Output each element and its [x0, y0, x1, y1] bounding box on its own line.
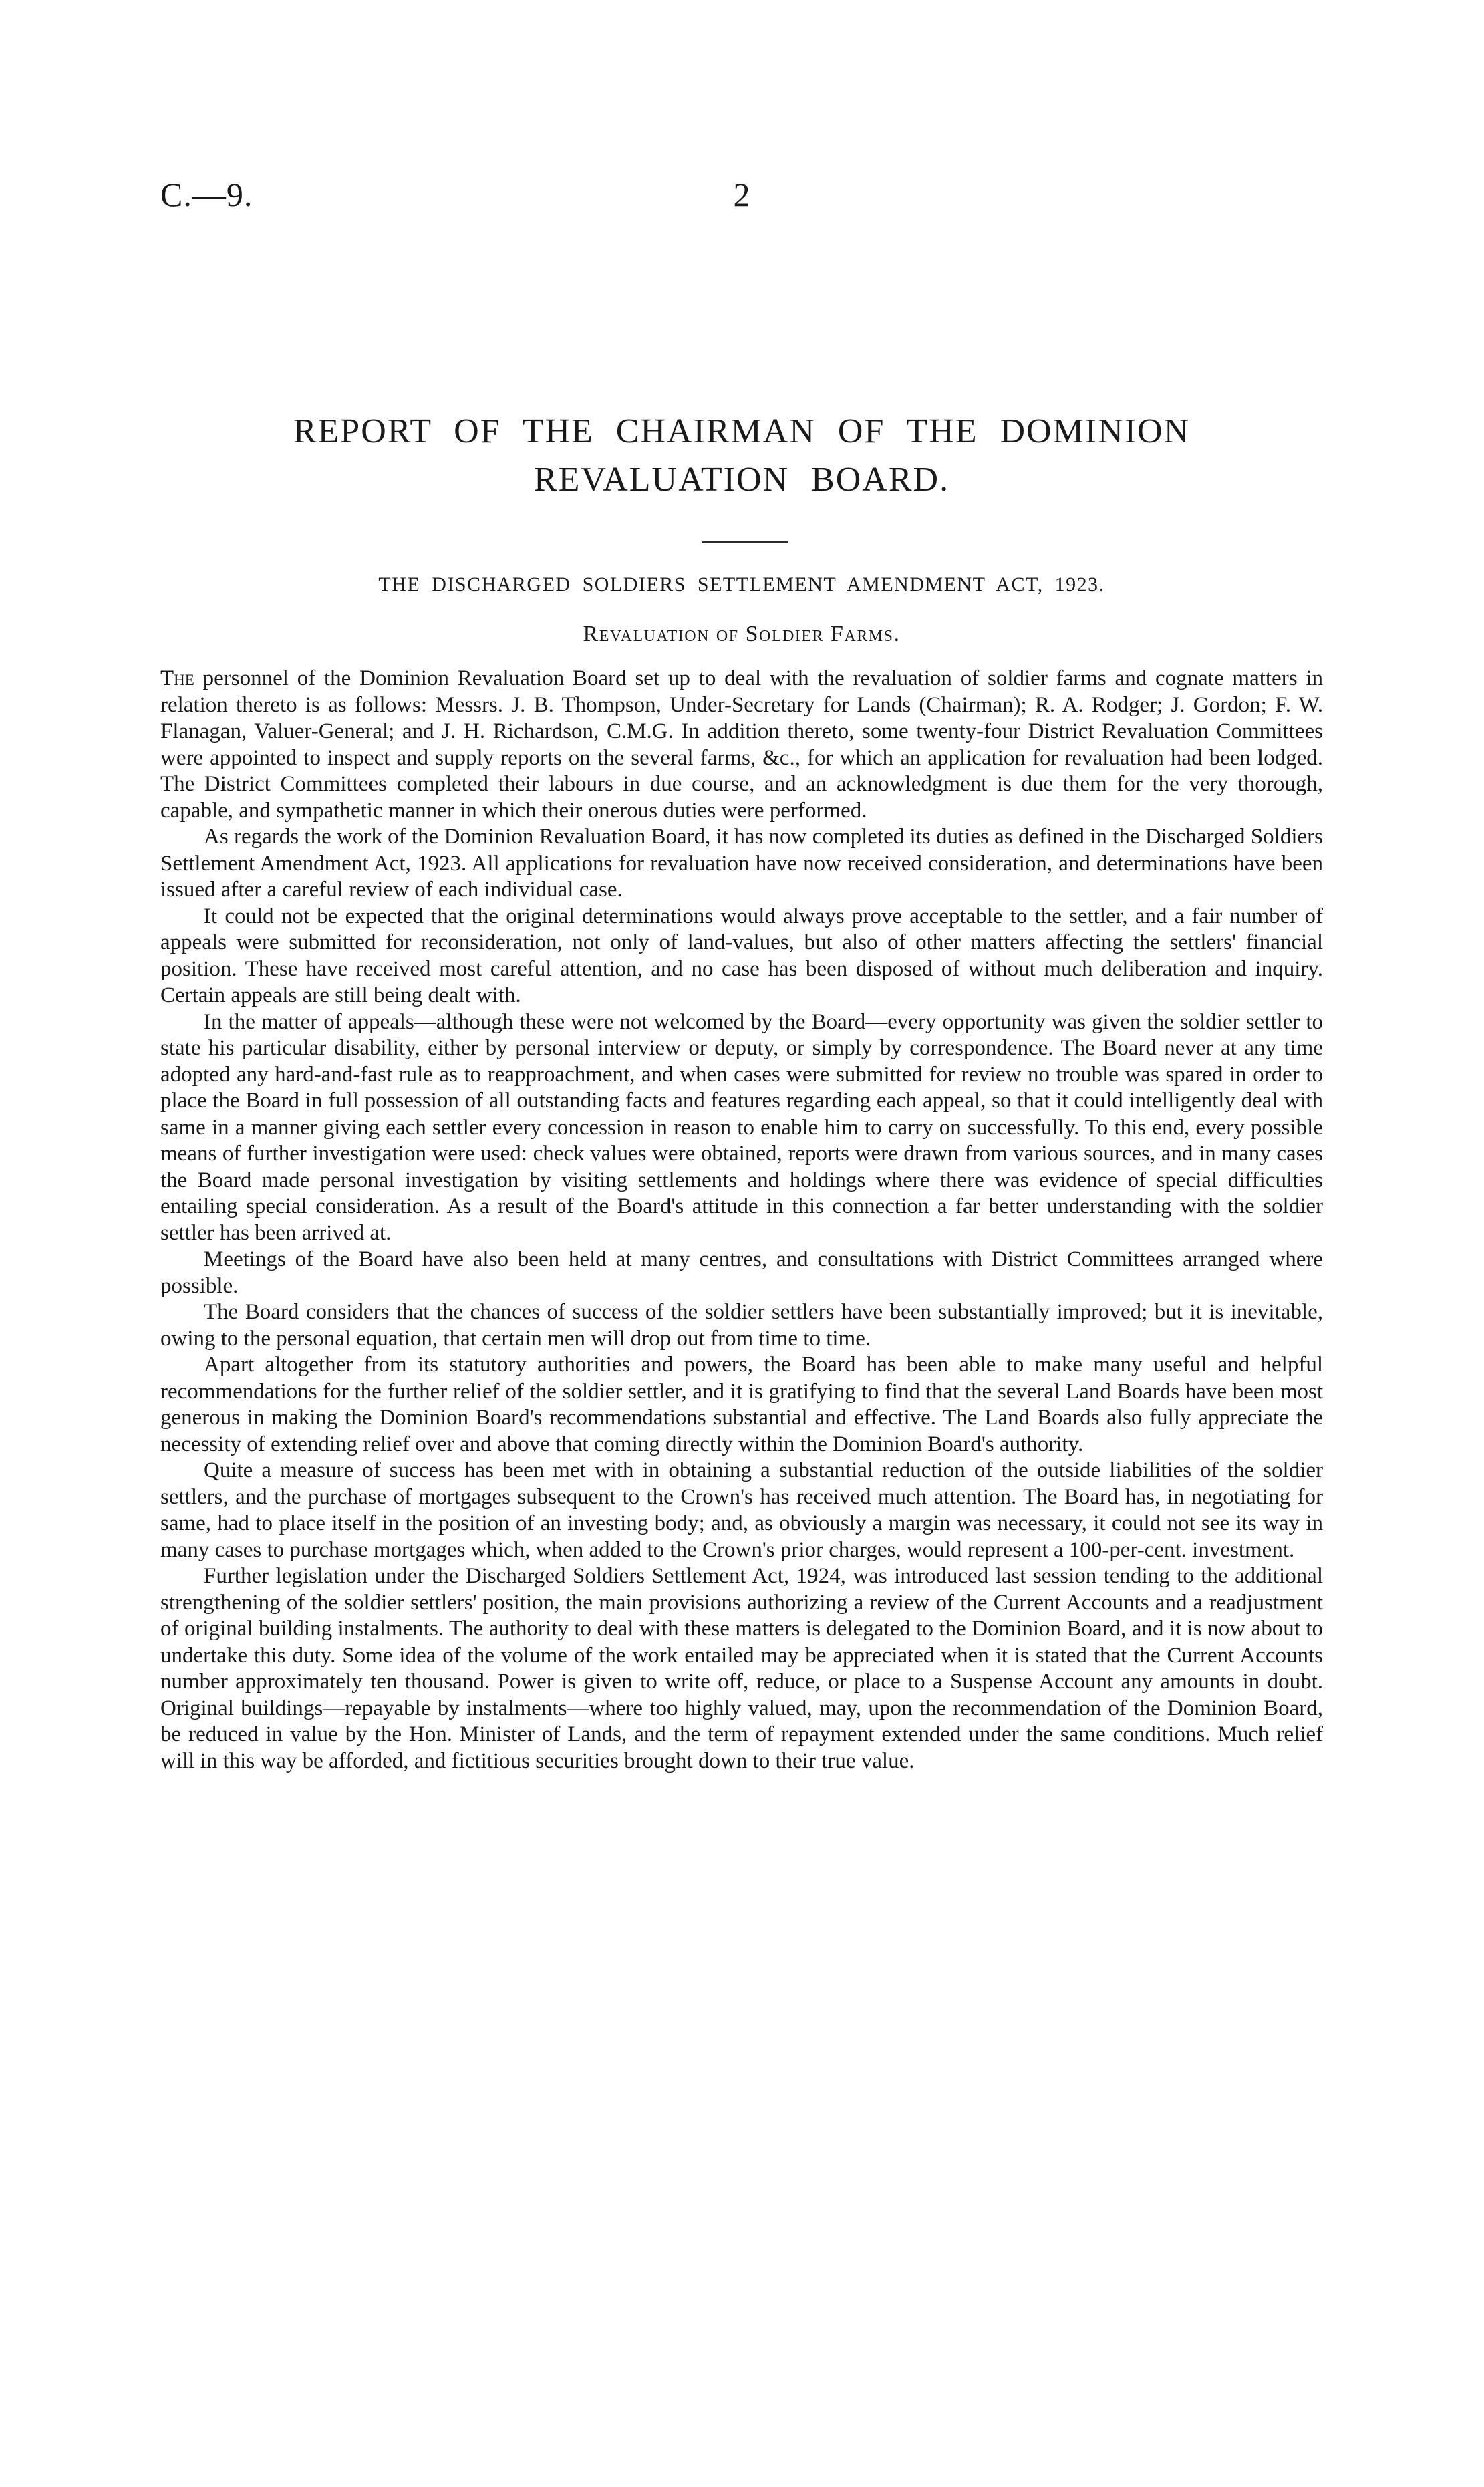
- page-header: [160, 175, 1323, 229]
- paragraph: [160, 666, 1323, 824]
- page-number: 2: [733, 176, 750, 213]
- document-id: C.—9.: [160, 176, 253, 213]
- act-heading: THE DISCHARGED SOLDIERS SETTLEMENT AMENDMENT ACT, 1923.: [378, 573, 1105, 596]
- paragraph: Meetings of the Board have also been held at many centres, and consultations with District Committees arranged where possible.: [160, 1247, 1323, 1298]
- title-divider: [702, 541, 788, 543]
- paragraph: Quite a measure of success has been met with in obtaining a substantial reduction of the outside liabilities of the soldier settlers, and the purchase of mortgages subsequent to the Crown's has received much attention. The Board has, in negotiating for same, had to place itself in the position of an investing body; and, as obviously a margin was necessary, it could not see its way in many cases to purchase mortgages which, when added to the Crown's prior charges, would represent a 100-per-cent. investment.: [160, 1458, 1323, 1562]
- paragraph: The Board considers that the chances of success of the soldier settlers have been substantially improved; but it is inevitable, owing to the personal equation, that certain men will drop out from time to time.: [160, 1300, 1323, 1351]
- section-heading: Revaluation of Soldier Farms.: [583, 622, 901, 646]
- report-body: [160, 666, 1323, 1775]
- paragraph: Apart altogether from its statutory authorities and powers, the Board has been able to make many useful and helpful recommendations for the further relief of the soldier settler, and it is gratifying to find that the several Land Boards have been most generous in making the Dominion Board's recommendations substantial and effective. The Land Boards also fully appreciate the necessity of extending relief over and above that coming directly within the Dominion Board's authority.: [160, 1353, 1323, 1456]
- paragraph: Further legislation under the Discharged Soldiers Settlement Act, 1924, was introduced last session tending to the additional strengthening of the soldier settlers' position, the main provisions authorizing a review of the Current Accounts and a readjustment of original building instalments. The authority to deal with these matters is delegated to the Dominion Board, and it is now about to undertake this duty. Some idea of the volume of the work entailed may be appreciated when it is stated that the Current Accounts number approximately ten thousand. Power is given to write off, reduce, or place to a Suspense Account any amounts in doubt. Original buildings—repayable by instalments—where too highly valued, may, upon the recommendation of the Dominion Board, be reduced in value by the Hon. Minister of Lands, and the term of repayment extended under the same conditions. Much relief will in this way be afforded, and fictitious securities brought down to their true value.: [160, 1564, 1323, 1773]
- report-title: REPORT OF THE CHAIRMAN OF THE DOMINION REVALUATION BOARD.: [293, 412, 1191, 499]
- paragraph: It could not be expected that the original determinations would always prove acceptable to the settler, and a fair number of appeals were submitted for reconsideration, not only of land-values, but also of other matters affecting the settlers' financial position. These have received most careful attention, and no case has been disposed of without much deliberation and inquiry. Certain appeals are still being dealt with.: [160, 904, 1323, 1007]
- paragraph-text: personnel of the Dominion Revaluation Board set up to deal with the revaluation of soldier farms and cognate matters in relation thereto is as follows: Messrs. J. B. Thompson, Under-Secretary for Lands (Chairman); R. A. Rodger; J. Gordon; F. W. Flanagan, Valuer-General; and J. H. Richardson, C.M.G. In addition thereto, some twenty-four District Revaluation Committees were appointed to inspect and supply reports on the several farms, &c., for which an application for revaluation had been lodged. The District Committees completed their labours in due course, and an acknowledgment is due them for the very thorough, capable, and sympathetic manner in which their onerous duties were performed.: [160, 666, 1323, 823]
- paragraph: As regards the work of the Dominion Revaluation Board, it has now completed its duties as defined in the Discharged Soldiers Settlement Amendment Act, 1923. All applications for revaluation have now received consideration, and determinations have been issued after a careful review of each individual case.: [160, 825, 1323, 902]
- paragraph: In the matter of appeals—although these were not welcomed by the Board—every opportunity was given the soldier settler to state his particular disability, either by personal interview or deputy, or simply by correspondence. The Board never at any time adopted any hard-and-fast rule as to reapproachment, and when cases were submitted for review no trouble was spared in order to place the Board in full possession of all outstanding facts and features regarding each appeal, so that it could intelligently deal with same in a manner giving each settler every concession in reason to enable him to carry on successfully. To this end, every possible means of further investigation were used: check values were obtained, reports were drawn from various sources, and in many cases the Board made personal investigation by visiting settlements and holdings where there was evidence of special difficulties entailing special consideration. As a result of the Board's attitude in this connection a far better understanding with the soldier settler has been arrived at.: [160, 1009, 1323, 1245]
- paragraph-lead-word: The: [160, 666, 194, 690]
